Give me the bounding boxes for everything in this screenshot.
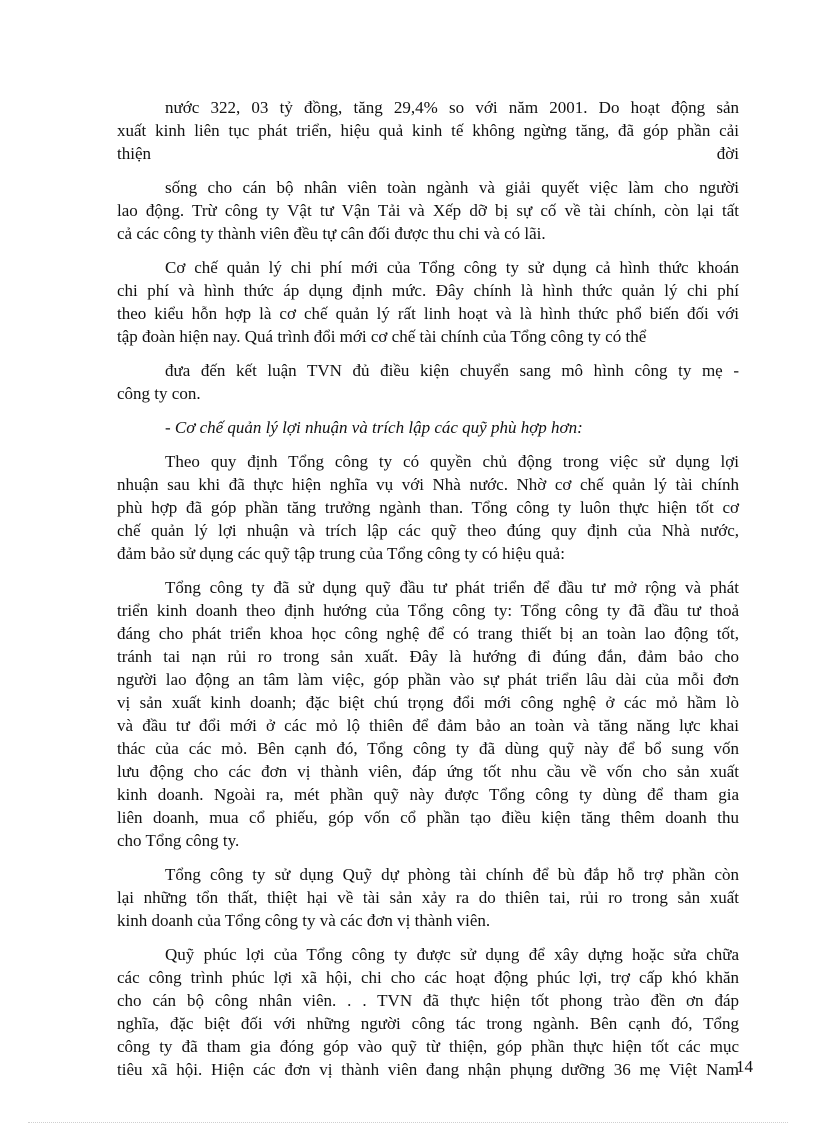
text-line: tránh tai nạn rủi ro trong sản xuất. Đây là hướng đi đúng đắn, đảm bảo cho — [117, 647, 739, 666]
document-body — [117, 96, 739, 1092]
text-line: chế quản lý lợi nhuận và trích lập các quỹ theo đúng quy định của Nhà nước, — [117, 521, 739, 540]
text-line: nước 322, 03 tỷ đồng, tăng 29,4% so với năm 2001. Do hoạt động sản — [165, 98, 739, 117]
paragraph — [117, 96, 739, 165]
text-line: Theo quy định Tổng công ty có quyền chủ động trong việc sử dụng lợi — [165, 452, 739, 471]
text-line: nhuận sau khi đã thực hiện nghĩa vụ với Nhà nước. Nhờ cơ chế quản lý tài chính — [117, 475, 739, 494]
text-line: Tổng công ty đã sử dụng quỹ đầu tư phát triển để đầu tư mở rộng và phát — [165, 578, 739, 597]
section-subheading — [117, 416, 739, 439]
paragraph — [117, 576, 739, 852]
text-line: Tổng công ty sử dụng Quỹ dự phòng tài chính để bù đắp hỗ trợ phần còn — [165, 865, 739, 884]
text-line: cả các công ty thành viên đều tự cân đối được thu chi và có lãi. — [117, 224, 546, 243]
text-line: vị sản xuất kinh doanh; đặc biệt chú trọng đổi mới công nghệ ở các mỏ hầm lò — [117, 693, 739, 712]
text-line: theo kiểu hỗn hợp là cơ chế quản lý rất linh hoạt và là hình thức phổ biến đối với — [117, 304, 739, 323]
paragraph — [117, 256, 739, 348]
paragraph — [117, 359, 739, 405]
text-line: tập đoàn hiện nay. Quá trình đổi mới cơ chế tài chính của Tổng công ty có thể — [117, 327, 647, 346]
paragraph — [117, 450, 739, 565]
text-line: lao động. Trừ công ty Vật tư Vận Tải và Xếp dỡ bị sự cố về tài chính, còn lại tất — [117, 201, 739, 220]
text-line: - Cơ chế quản lý lợi nhuận và trích lập các quỹ phù hợp hơn: — [165, 418, 583, 437]
text-line: kinh doanh của Tổng công ty và các đơn vị thành viên. — [117, 911, 491, 930]
text-line: thác của các mỏ. Bên cạnh đó, Tổng công ty đã dùng quỹ này để bổ sung vốn — [117, 739, 739, 758]
paragraph — [117, 943, 739, 1081]
text-line: cho cán bộ công nhân viên. . . TVN đã thực hiện tốt phong trào đền ơn đáp — [117, 991, 739, 1010]
text-line: và đầu tư đổi mới ở các mỏ lộ thiên để đảm bảo an toàn và tăng năng lực khai — [117, 716, 739, 735]
text-line: đảm bảo sử dụng các quỹ tập trung của Tổng công ty có hiệu quả: — [117, 544, 565, 563]
text-line: sống cho cán bộ nhân viên toàn ngành và giải quyết việc làm cho người — [165, 178, 739, 197]
text-line: nghĩa, đặc biệt đối với những người công tác trong ngành. Bên cạnh đó, Tổng — [117, 1014, 739, 1033]
text-fragment: thiện — [117, 144, 151, 163]
text-line: lưu động cho các đơn vị thành viên, đáp ứng tốt nhu cầu về vốn cho sản xuất — [117, 762, 739, 781]
text-line: Quỹ phúc lợi của Tổng công ty được sử dụng để xây dựng hoặc sửa chữa — [165, 945, 739, 964]
text-line: xuất kinh liên tục phát triển, hiệu quả kinh tế không ngừng tăng, đã góp phần cải — [117, 121, 739, 140]
text-line: chi phí và hình thức áp dụng định mức. Đây chính là hình thức quản lý chi phí — [117, 281, 739, 300]
text-line: phù hợp đã góp phần tăng trưởng ngành than. Tổng công ty luôn thực hiện tốt cơ — [117, 498, 739, 517]
text-line: liên doanh, mua cổ phiếu, góp vốn cổ phần tạo điều kiện tăng thêm doanh thu — [117, 808, 739, 827]
text-line: lại những tổn thất, thiệt hại về tài sản xảy ra do thiên tai, rủi ro trong sản xuất — [117, 888, 739, 907]
paragraph — [117, 176, 739, 245]
text-fragment: đời — [716, 144, 739, 163]
text-line: người lao động an tâm làm việc, góp phần vào sự phát triển lâu dài của mỗi đơn — [117, 670, 739, 689]
text-line: đáng cho phát triển khoa học công nghệ để có trang thiết bị an toàn lao động tốt, — [117, 624, 739, 643]
text-line — [117, 142, 739, 165]
page-number: 14 — [736, 1057, 753, 1076]
text-line: Cơ chế quản lý chi phí mới của Tổng công ty sử dụng cả hình thức khoán — [165, 258, 739, 277]
text-line: công ty con. — [117, 384, 201, 403]
paragraph — [117, 863, 739, 932]
text-line: kinh doanh. Ngoài ra, mét phần quỹ này được Tổng công ty dùng để tham gia — [117, 785, 739, 804]
text-line: triển kinh doanh theo định hướng của Tổng công ty: Tổng công ty đã đầu tư thoả — [117, 601, 739, 620]
text-line: đưa đến kết luận TVN đủ điều kiện chuyển sang mô hình công ty mẹ - — [165, 361, 739, 380]
text-line: tiêu xã hội. Hiện các đơn vị thành viên đang nhận phụng dưỡng 36 mẹ Việt Nam — [117, 1060, 739, 1079]
text-line: cho Tổng công ty. — [117, 831, 240, 850]
text-line: các công trình phúc lợi xã hội, chi cho các hoạt động phúc lợi, trợ cấp khó khăn — [117, 968, 739, 987]
text-line: công ty đã tham gia đóng góp vào quỹ từ thiện, góp phần thực hiện tốt các mục — [117, 1037, 739, 1056]
